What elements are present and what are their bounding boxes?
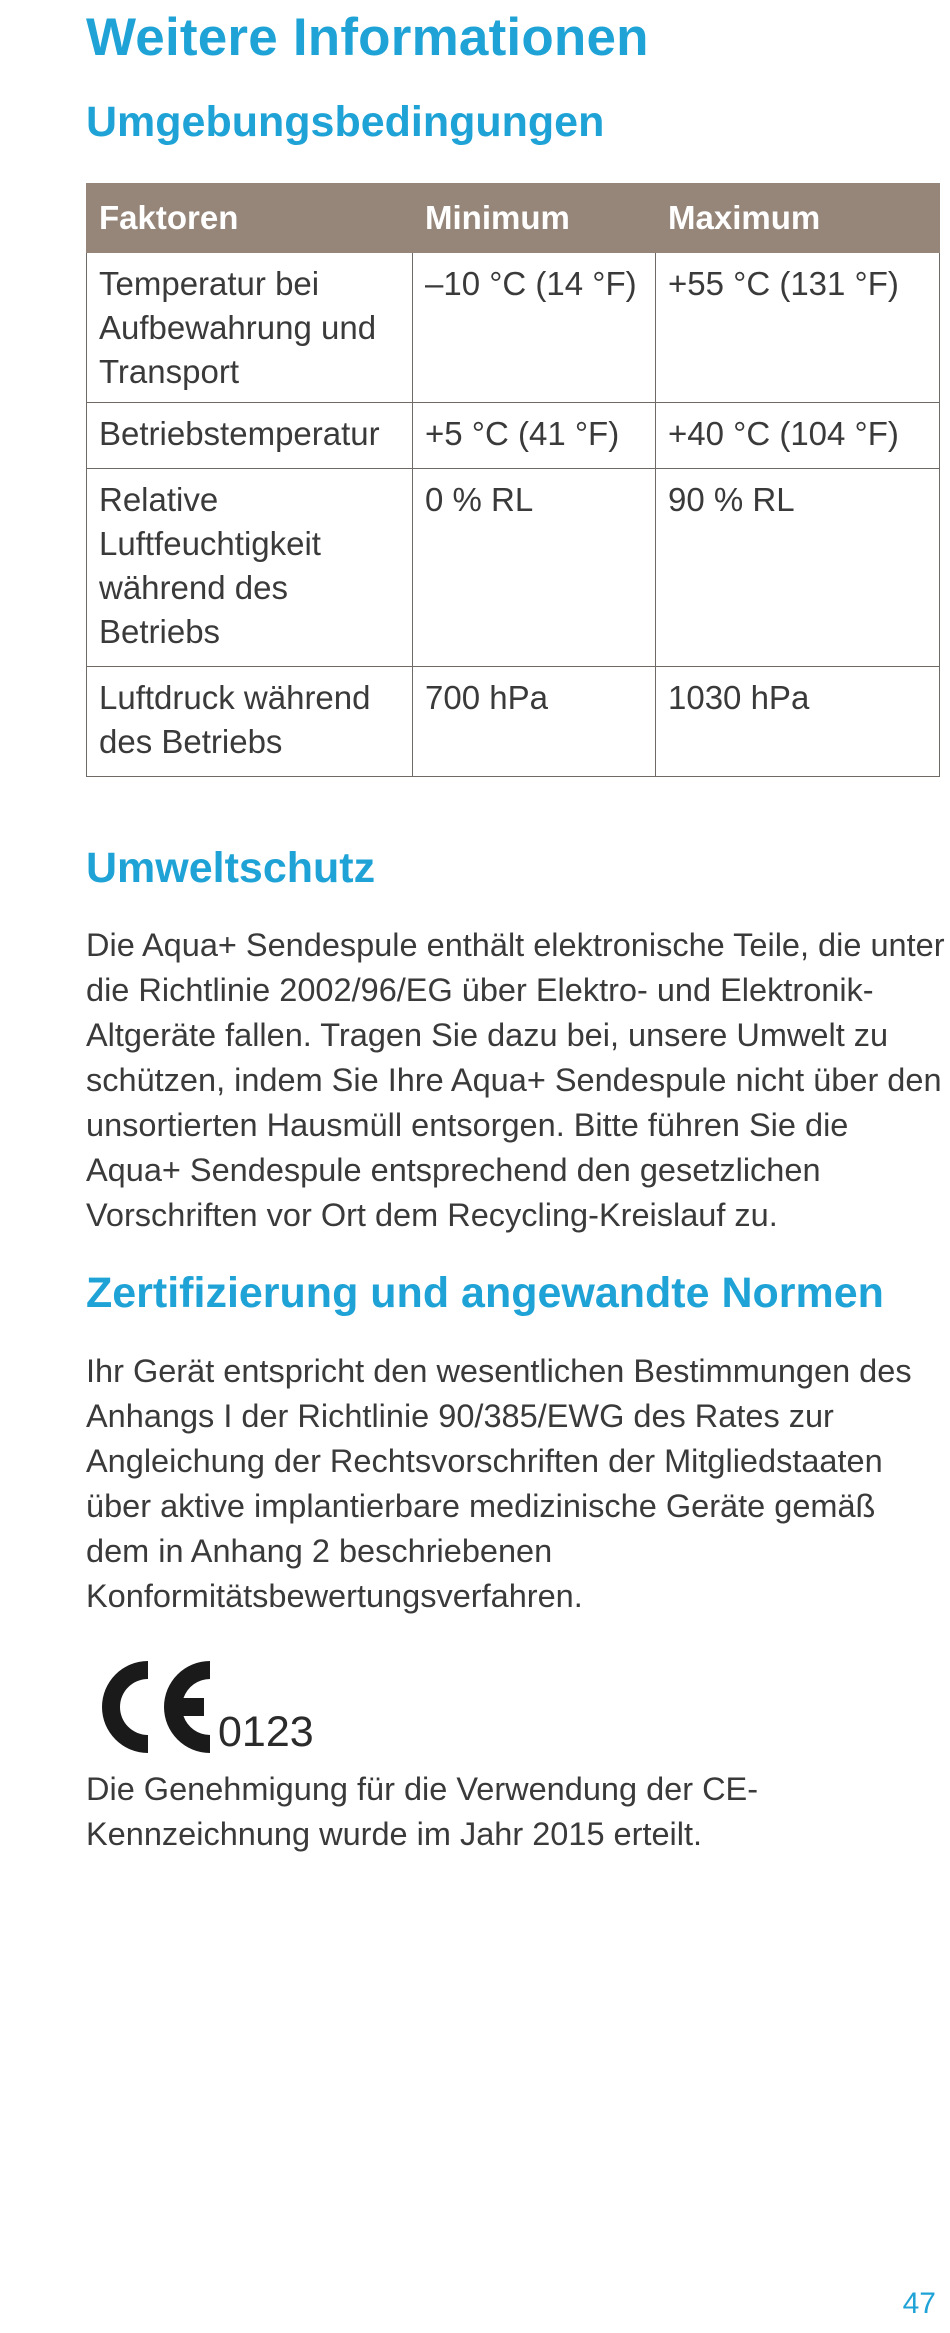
minimum-cell: 0 % RL: [413, 469, 656, 667]
maximum-cell: +40 °C (104 °F): [656, 403, 940, 469]
minimum-cell: 700 hPa: [413, 667, 656, 777]
maximum-cell: 1030 hPa: [656, 667, 940, 777]
maximum-cell: +55 °C (131 °F): [656, 253, 940, 403]
certification-heading: Zertifizierung und angewandte Normen: [86, 1269, 884, 1317]
environment-heading: Umgebungsbedingungen: [86, 98, 605, 146]
table-row: [87, 469, 940, 667]
minimum-cell: –10 °C (14 °F): [413, 253, 656, 403]
ce-notified-body-number: 0123: [218, 1708, 314, 1756]
table-row: [87, 667, 940, 777]
factor-cell: Relative Luftfeuchtigkeit während des Betriebs: [87, 469, 413, 667]
header-factors: Faktoren: [87, 184, 413, 253]
factor-cell: Luftdruck während des Betriebs: [87, 667, 413, 777]
table-header-row: [87, 184, 940, 253]
page-number: 47: [902, 2287, 936, 2320]
certification-paragraph: Ihr Gerät entspricht den wesentlichen Bestimmungen des Anhangs I der Richtlinie 90/385/EWG des Rates zur Angleichung der Rechtsvorschriften der Mitgliedstaaten über aktive implantierbare medizinische Geräte gemäß dem in Anhang 2 beschriebenen Konformitätsbewertungsverfahren.: [86, 1353, 912, 1614]
umweltschutz-paragraph: Die Aqua+ Sendespule enthält elektronische Teile, die unter die Richtlinie 2002/96/EG über Elektro- und Elektronik-Altgeräte fallen. Tragen Sie dazu bei, unsere Umwelt zu schützen, indem Sie Ihre Aqua+ Sendespule nicht über den unsortierten Hausmüll entsorgen. Bitte führen Sie die Aqua+ Sendespule entsprechend den gesetzlichen Vorschriften vor Ort dem Recycling-Kreislauf zu.: [86, 927, 945, 1233]
page-title: Weitere Informationen: [86, 8, 649, 67]
header-maximum: Maximum: [656, 184, 940, 253]
header-minimum: Minimum: [413, 184, 656, 253]
factor-cell: Betriebstemperatur: [87, 403, 413, 469]
environment-table: [86, 183, 940, 777]
ce-approval-note: Die Genehmigung für die Verwendung der CE-Kennzeichnung wurde im Jahr 2015 erteilt.: [86, 1771, 759, 1852]
table-row: [87, 403, 940, 469]
table-row: [87, 253, 940, 403]
factor-cell: Temperatur bei Aufbewahrung und Transport: [87, 253, 413, 403]
umweltschutz-heading: Umweltschutz: [86, 844, 376, 892]
maximum-cell: 90 % RL: [656, 469, 940, 667]
minimum-cell: +5 °C (41 °F): [413, 403, 656, 469]
